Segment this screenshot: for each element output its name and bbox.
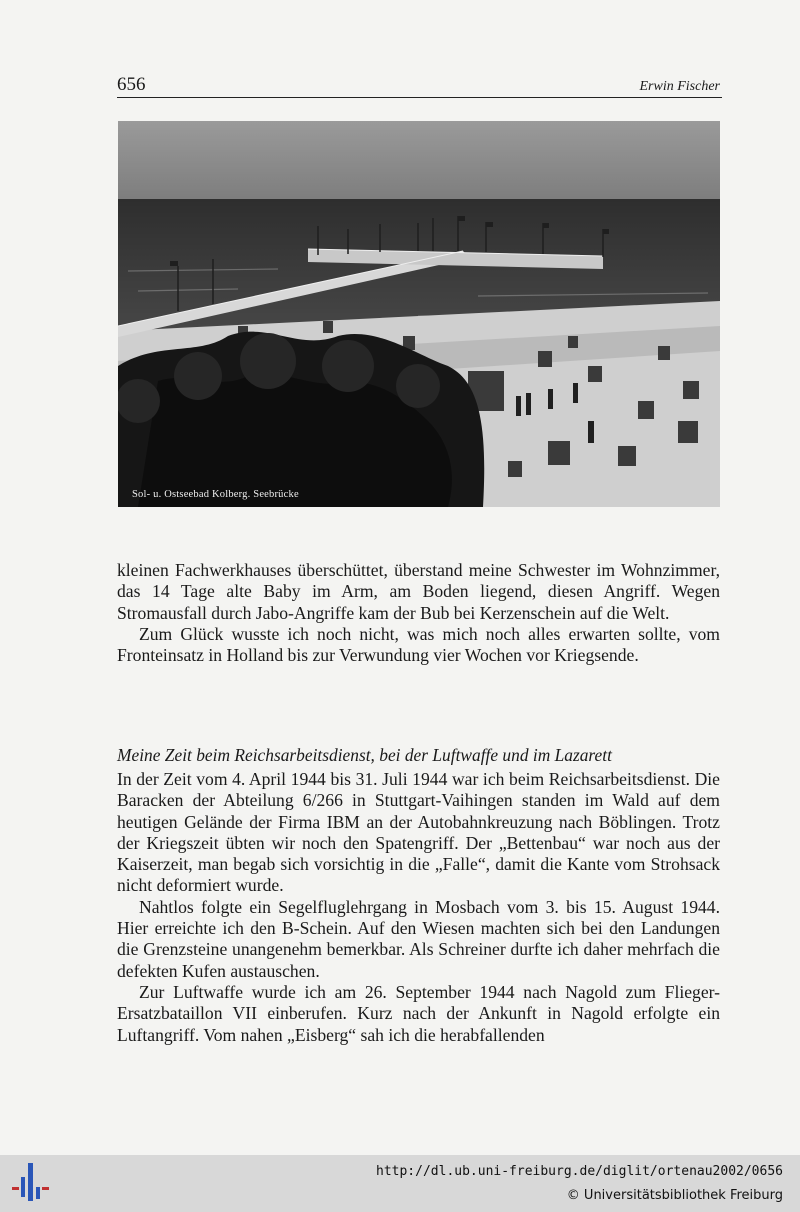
library-footer (0, 1155, 800, 1212)
body-text-upper (117, 560, 720, 666)
paragraph: In der Zeit vom 4. April 1944 bis 31. Juli 1944 war ich beim Reichsarbeitsdienst. Die Baracken der Abteilung 6/266 in Stuttgart-Vaihingen standen im Wald auf dem heutigen Gelände der Firma IBM an der Autobahnkreuzung nach Böblingen. Trotz der Kriegszeit übten wir noch den Spatengriff. Der „Bettenbau“ war noch aus der Kaiserzeit, man begab sich vorsichtig in die „Falle“, damit die Kante vom Strohsack nicht deformiert wurde. (117, 769, 720, 896)
photo-caption: Sol- u. Ostseebad Kolberg. Seebrücke (132, 489, 299, 500)
paragraph: kleinen Fachwerkhauses überschüttet, überstand meine Schwester im Wohnzimmer, das 14 Tage alte Baby im Arm, am Boden liegend, diesen Angriff. Wegen Stromausfall durch Jabo-Angriffe kam der Bub bei Kerzenschein auf die Welt. (117, 560, 720, 623)
permalink-url[interactable]: http://dl.ub.uni-freiburg.de/diglit/ortenau2002/0656 (376, 1164, 783, 1179)
paragraph: Nahtlos folgte ein Segelfluglehrgang in Mosbach vom 3. bis 15. August 1944. Hier erreichte ich den B-Schein. Auf den Wiesen machten sich bei den Landungen die Grenzsteine unangenehm bemerkbar. Als Schreiner durfte ich daher mehrfach die defekten Kufen austauschen. (117, 896, 720, 981)
copyright-notice: © Universitätsbibliothek Freiburg (566, 1188, 783, 1203)
library-logo-icon (12, 1163, 52, 1203)
pier-photograph (118, 121, 720, 507)
section-heading: Meine Zeit beim Reichsarbeitsdienst, bei der Luftwaffe und im Lazarett (117, 745, 612, 765)
paragraph: Zum Glück wusste ich noch nicht, was mich noch alles erwarten sollte, vom Fronteinsatz in Holland bis zur Verwundung vier Wochen vor Kriegsende. (117, 623, 720, 666)
paragraph: Zur Luftwaffe wurde ich am 26. September 1944 nach Nagold zum Flieger-Ersatzbataillon VII einberufen. Kurz nach der Ankunft in Nagold erfolgte ein Luftangriff. Vom nahen „Eisberg“ sah ich die herabfallenden (117, 981, 720, 1045)
running-head: Erwin Fischer (639, 79, 720, 94)
body-text-lower (117, 769, 720, 1046)
header-rule (117, 97, 722, 98)
pier-photo-image (118, 121, 720, 507)
page-number: 656 (117, 74, 146, 95)
